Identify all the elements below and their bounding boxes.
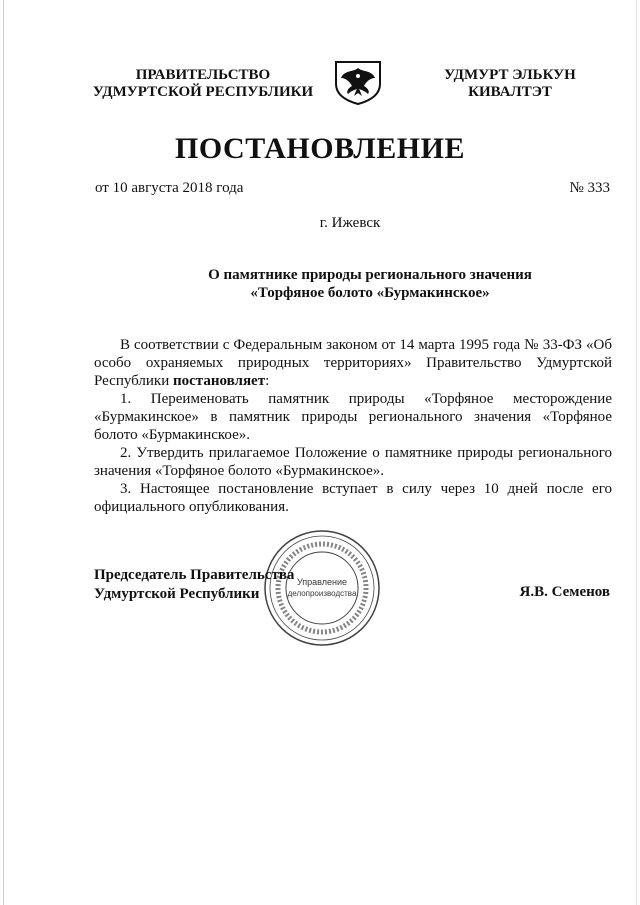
header-right-line1: УДМУРТ ЭЛЬКУН <box>444 67 576 83</box>
header-left-line2: УДМУРТСКОЙ РЕСПУБЛИКИ <box>92 84 314 100</box>
document-title: ПОСТАНОВЛЕНИЕ <box>175 132 465 165</box>
document-city: г. Ижевск <box>319 215 381 231</box>
body-intro <box>94 336 612 390</box>
signature-name: Я.В. Семенов <box>519 584 610 600</box>
subject-line2: «Торфяное болото «Бурмакинское» <box>250 285 490 301</box>
subject-line1: О памятнике природы регионального значения <box>208 267 532 283</box>
body-intro-end: : <box>265 373 270 389</box>
header-left-line1: ПРАВИТЕЛЬСТВО <box>135 67 271 83</box>
body-item-3: 3. Настоящее постановление вступает в силу через 10 дней после его официального опубликования. <box>94 481 612 515</box>
document-body <box>94 336 612 516</box>
body-intro-text: В соответствии с Федеральным законом от 14 марта 1995 года № 33-ФЗ «Об особо охраняемых природных территориях» Правительство Удмуртской Республики <box>94 337 612 389</box>
header-right-line2: КИВАЛТЭТ <box>468 84 552 100</box>
stamp-center-line2: делопроизводства <box>287 589 357 598</box>
body-item-2: 2. Утвердить прилагаемое Положение о памятнике природы регионального значения «Торфяное болото «Бурмакинское». <box>94 445 612 479</box>
body-item-1: 1. Переименовать памятник природы «Торфяное месторождение «Бурмакинское» в памятник природы регионального значения «Торфяное болото «Бурмакинское». <box>94 391 612 443</box>
body-intro-bold: постановляет <box>173 373 266 389</box>
signature-position <box>94 566 294 604</box>
header-right <box>420 67 600 101</box>
header-left <box>78 67 328 101</box>
stamp-center-line1: Управление <box>296 577 348 587</box>
signature-position-line2: Удмуртской Республики <box>94 586 260 602</box>
coat-of-arms-icon <box>332 58 384 106</box>
document-number: № 333 <box>569 180 610 196</box>
document-subject <box>70 266 640 302</box>
signature-position-line1: Председатель Правительства <box>94 567 295 583</box>
document-date: от 10 августа 2018 года <box>95 180 244 196</box>
